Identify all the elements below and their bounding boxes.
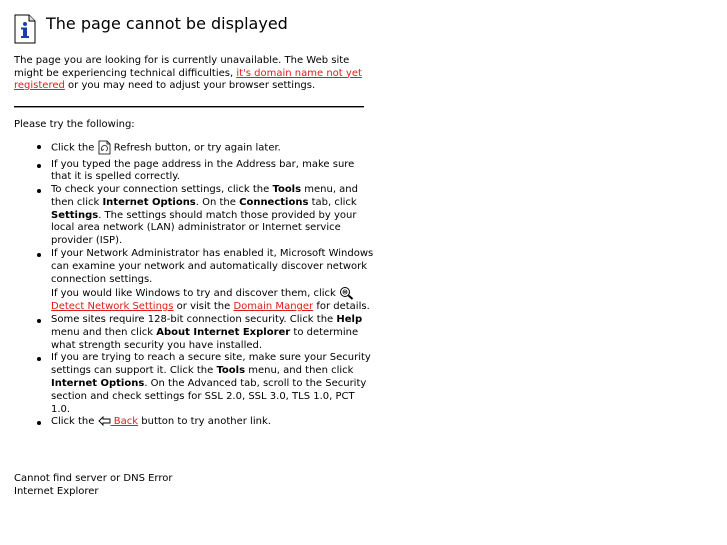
footer [14,472,173,498]
secure-site-b2: Internet Options [51,378,145,390]
security128-t3: to determine what strength security you have installed. [51,326,359,351]
domain-not-registered-link[interactable]: it's domain name not yet registered [14,67,362,91]
list-item-connection [51,184,374,248]
intro-text [14,55,364,93]
page-title: The page cannot be displayed [46,14,288,33]
secure-site-t1: If you are trying to reach a secure site, make sure your Security settings can support it. Click the [51,352,371,377]
list-item-secure-site [51,352,374,416]
connection-t5: . The settings should match those provided by your local area network (LAN) administrator or Internet service provider (ISP). [51,209,357,247]
try-heading: Please try the following: [14,119,135,130]
connection-b2: Internet Options [102,196,196,208]
back-pre: Click the [51,416,98,428]
info-icon [14,14,36,44]
security128-t1: Some sites require 128-bit connection security. Click the [51,314,337,326]
list-item-back [51,416,374,429]
connection-t1: To check your connection settings, click the [51,184,273,196]
back-post: button to try another link. [138,416,271,428]
network-t3: or visit the [173,301,234,313]
list-item-address: If you typed the page address in the Address bar, make sure that it is spelled correctly. [51,159,374,185]
network-t1: If your Network Administrator has enabled it, Microsoft Windows can examine your network and automatically discover network connection settings. [51,248,374,285]
connection-t4: tab, click [308,196,357,208]
domain-manger-link[interactable]: Domain Manger [233,301,314,313]
network-t4: for details. [313,301,370,313]
secure-site-b1: Tools [216,365,246,377]
refresh-pre: Click the [51,142,98,154]
security128-t2: menu and then click [51,326,157,338]
connection-t3: . On the [195,196,240,208]
intro-part1: The page you are looking for is currently unavailable. The Web site might be experiencing technical difficulties, [14,55,350,79]
back-link[interactable]: Back [110,416,139,428]
detect-network-settings-link[interactable]: Detect Network Settings [51,301,174,313]
divider [14,106,364,108]
list-item-refresh [51,140,374,156]
connection-b4: Settings [51,209,99,221]
list-item-network [51,248,374,314]
suggestion-list [14,140,374,429]
search-network-icon[interactable] [339,286,354,300]
connection-b3: Connections [239,196,309,208]
refresh-post: Refresh button, or try again later. [110,142,281,154]
connection-t2: menu, and then click [51,184,358,208]
security128-b2: About Internet Explorer [156,326,291,338]
network-t2: If you would like Windows to try and discover them, click [51,288,339,300]
list-item-security-128 [51,314,374,352]
refresh-icon[interactable] [98,140,111,155]
intro-part2: or you may need to adjust your browser settings. [64,80,316,91]
secure-site-t2: menu, and then click [245,365,354,377]
browser-name: Internet Explorer [14,486,99,497]
error-type: Cannot find server or DNS Error [14,473,173,484]
security128-b1: Help [336,314,363,326]
connection-b1: Tools [272,184,302,196]
back-arrow-icon[interactable] [98,416,111,426]
page-header [14,14,288,44]
secure-site-t3: . On the Advanced tab, scroll to the Security section and check settings for SSL 2.0, SSL 3.0, TLS 1.0, PCT 1.0. [51,378,367,415]
